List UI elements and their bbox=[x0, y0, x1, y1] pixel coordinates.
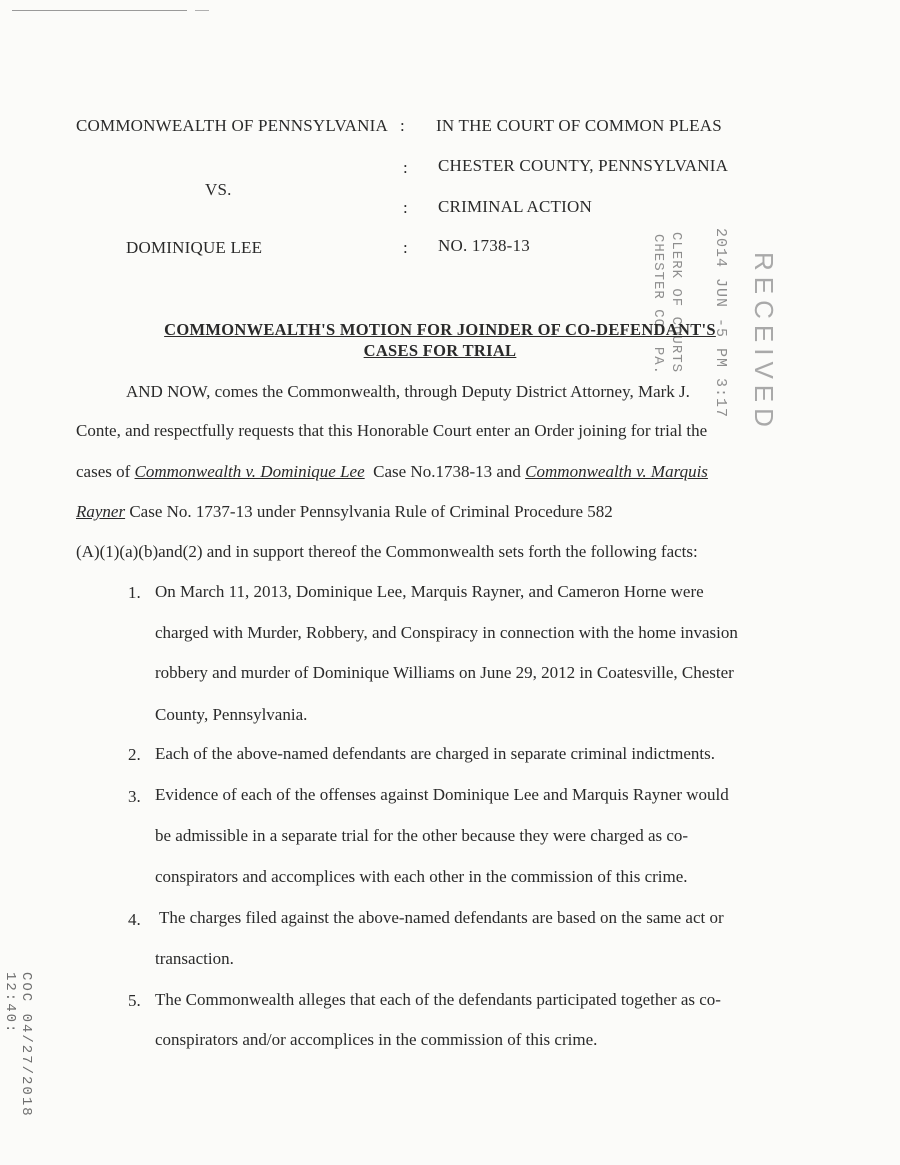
intro-line bbox=[76, 462, 708, 482]
item-number: 4. bbox=[128, 910, 141, 929]
caption-action: CRIMINAL ACTION bbox=[438, 197, 592, 216]
intro-line: Conte, and respectfully requests that this Honorable Court enter an Order joining for trial the bbox=[76, 421, 708, 440]
intro-line: (A)(1)(a)(b)and(2) and in support thereof the Commonwealth sets forth the following facts: bbox=[76, 542, 698, 561]
caption-versus: VS. bbox=[205, 180, 232, 199]
motion-title-line1: COMMONWEALTH'S MOTION FOR JOINDER OF CO-DEFENDANT'S bbox=[164, 320, 716, 339]
item-number: 1. bbox=[128, 583, 141, 602]
item-text: charged with Murder, Robbery, and Conspiracy in connection with the home invasion bbox=[155, 623, 738, 642]
item-text: The Commonwealth alleges that each of the defendants participated together as co- bbox=[155, 990, 721, 1009]
received-stamp: RECEIVED bbox=[749, 252, 779, 433]
intro-text: Case No. 1737-13 under Pennsylvania Rule of Criminal Procedure 582 bbox=[125, 502, 613, 521]
item-text: The charges filed against the above-named defendants are based on the same act or bbox=[155, 908, 724, 927]
item-number: 3. bbox=[128, 787, 141, 806]
item-text: Evidence of each of the offenses against Dominique Lee and Marquis Rayner would bbox=[155, 785, 729, 804]
scan-artifact-line bbox=[12, 10, 187, 11]
caption-case-number: NO. 1738-13 bbox=[438, 236, 530, 255]
clerk-stamp bbox=[640, 222, 740, 419]
caption-colon: : bbox=[400, 116, 405, 135]
stamp-date: 2014 JUN -5 PM 3:17 bbox=[712, 228, 729, 419]
intro-text: Case No.1738-13 and bbox=[364, 462, 526, 481]
case-name-rayner-cont: Rayner bbox=[76, 502, 126, 521]
case-name-rayner: Commonwealth v. Marquis bbox=[525, 462, 708, 481]
caption-colon: : bbox=[403, 238, 408, 257]
item-text: robbery and murder of Dominique Williams on June 29, 2012 in Coatesville, Chester bbox=[155, 663, 734, 682]
item-text: be admissible in a separate trial for the other because they were charged as co- bbox=[155, 826, 689, 845]
item-text: transaction. bbox=[155, 949, 234, 968]
caption-colon: : bbox=[403, 158, 408, 177]
caption-defendant: DOMINIQUE LEE bbox=[126, 238, 263, 257]
caption-colon: : bbox=[403, 198, 408, 217]
caption-plaintiff: COMMONWEALTH OF PENNSYLVANIA bbox=[76, 116, 388, 135]
item-text: Each of the above-named defendants are charged in separate criminal indictments. bbox=[155, 744, 715, 763]
intro-line bbox=[76, 502, 613, 522]
scan-artifact-line bbox=[195, 10, 209, 11]
fax-transmission-footer: COC 04/27/2018 12:40: bbox=[2, 972, 34, 1118]
item-text: conspirators and accomplices with each other in the commission of this crime. bbox=[155, 867, 688, 886]
stamp-clerk-line2: CHESTER CO. PA. bbox=[650, 234, 666, 376]
item-number: 2. bbox=[128, 745, 141, 764]
item-text: On March 11, 2013, Dominique Lee, Marquis Rayner, and Cameron Horne were bbox=[155, 582, 704, 601]
caption-county: CHESTER COUNTY, PENNSYLVANIA bbox=[438, 156, 729, 175]
case-name-lee: Commonwealth v. Dominique Lee bbox=[134, 462, 365, 481]
stamp-clerk-line1: CLERK OF COURTS bbox=[668, 232, 684, 374]
item-text: County, Pennsylvania. bbox=[155, 705, 308, 724]
motion-title-line2: CASES FOR TRIAL bbox=[363, 341, 517, 360]
caption-court: IN THE COURT OF COMMON PLEAS bbox=[436, 116, 722, 135]
intro-text: cases of bbox=[76, 462, 135, 481]
intro-line: AND NOW, comes the Commonwealth, through Deputy District Attorney, Mark J. bbox=[126, 382, 690, 401]
item-number: 5. bbox=[128, 991, 141, 1010]
item-text: conspirators and/or accomplices in the commission of this crime. bbox=[155, 1030, 598, 1049]
